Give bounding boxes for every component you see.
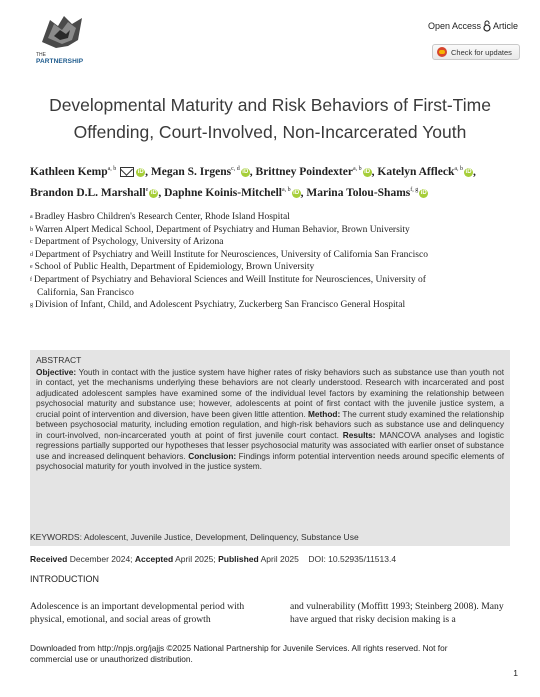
body-column-left: Adolescence is an important developmental period with physical, emotional, and social areas of growth [30, 601, 245, 625]
keywords: KEYWORDS: Adolescent, Juvenile Justice, Development, Delinquency, Substance Use [30, 532, 359, 542]
check-for-updates-label: Check for updates [451, 47, 512, 57]
publication-dates [30, 554, 396, 564]
open-lock-icon [483, 20, 491, 32]
affiliation-sup: c [30, 239, 33, 246]
accepted-date: April 2025; [173, 554, 219, 564]
affiliation-sup: e [30, 264, 33, 271]
orcid-icon[interactable]: iD [242, 168, 249, 175]
affiliation-text: School of Public Health, Department of Epidemiology, Brown University [34, 262, 315, 273]
published-date: April 2025 [258, 554, 299, 564]
open-access-text: Open Access [427, 21, 481, 31]
author-affil-sup: a, b [352, 166, 362, 172]
author-name[interactable]: Katelyn Affleck [377, 165, 455, 178]
introduction-heading: INTRODUCTION [30, 574, 99, 584]
author-name[interactable]: Daphne Koinis-Mitchell [164, 186, 282, 199]
doi-link[interactable]: DOI: 10.52935/11513.4 [308, 554, 397, 564]
abstract-text [36, 367, 504, 472]
affiliation-item [30, 249, 520, 262]
affiliation-item [30, 224, 520, 237]
affiliation-text: California, San Francisco [37, 287, 134, 298]
affiliation-text: Bradley Hasbro Children's Research Center, Rhode Island Hospital [34, 212, 290, 222]
affiliation-item [30, 211, 520, 224]
conclusion-label: Conclusion: [188, 450, 237, 461]
published-label: Published [218, 554, 259, 564]
author-affil-sup: a, b [281, 186, 291, 193]
article-title: Developmental Maturity and Risk Behaviors of First-Time Offending, Court-Involved, Non-Incarcerated Youth [49, 95, 491, 142]
affiliation-text: Department of Psychology, University of Arizona [34, 237, 224, 248]
method-label: Method: [307, 408, 341, 419]
author-list: Kathleen Kemp$^{a, b}$ iD , Megan S. Irgens$^{c, d}$ iD , Brittney Poindexter$^{a, b}$ iD , Katelyn Affleck$^{a, b}$ iD , Brandon D.L. Marshall$^e$ iD , Daphne Koinis-Mitchell$^{a, b}$ iD , Marina Tolou-Shams$^{f, g}$ iD [30, 165, 476, 199]
orcid-icon[interactable]: iD [137, 168, 144, 175]
affiliation-item [30, 299, 520, 312]
method-text: The current study examined the relationship between psychosocial maturity, including emotion regulation, and high-risk behaviors such as substance use and delinquency in court-involved, non-incarcerated youth at point of first juvenile court contact. [36, 408, 504, 440]
affiliation-item [30, 261, 520, 274]
author-affil-sup: a, b [107, 166, 117, 172]
affiliation-sup: g [30, 302, 33, 309]
page-number: 1 [513, 668, 518, 678]
orcid-icon[interactable]: iD [150, 189, 157, 196]
orcid-icon[interactable]: iD [293, 189, 300, 196]
orcid-icon[interactable]: iD [465, 168, 472, 175]
article-label: Article [492, 21, 518, 31]
author-affil-sup: f, g [410, 186, 419, 193]
orcid-icon[interactable]: iD [364, 168, 371, 175]
open-access-label [428, 20, 518, 32]
author-name[interactable]: Megan S. Irgens [150, 165, 232, 178]
hands-logo-icon [38, 12, 86, 52]
logo-small-text: THE [36, 52, 46, 58]
body-column-right: and vulnerability (Moffitt 1993; Steinberg 2008). Many have argued that risky decision making is a [290, 601, 504, 625]
conclusion-text: Findings inform potential intervention needs around specific elements of psychosocial maturity for youth involved in the justice system. [36, 450, 504, 471]
author-affil-sup: a, b [454, 166, 464, 172]
affiliation-sup: b [30, 226, 33, 233]
accepted-label: Accepted [134, 554, 174, 564]
footer-line: Downloaded from http://npjs.org/jajjs ©2025 National Partnership for Juvenile Services. All rights reserved. Not for [30, 643, 448, 653]
author-name[interactable]: Brandon D.L. Marshall [30, 186, 146, 199]
objective-text: Youth in contact with the justice system have higher rates of risky behaviors such as substance use than youth not in contact, yet the mechanisms underlying these behaviors are not clearly understood. Research with incarcerated and post adjudicated adolescent samples have examined some of the individual level factors by examining the relationship between psychosocial maturity and substance use; however, adolescents at point of first contact with the juvenile justice system, a crucial point of intervention and diversion, have been given little attention. [36, 366, 504, 419]
logo-name: PARTNERSHIP [36, 58, 84, 65]
affiliation-sup: f [30, 276, 32, 283]
affiliation-text: Warren Alpert Medical School, Department of Psychiatry and Human Behavior, Brown University [35, 224, 410, 235]
affiliation-sup: d [30, 251, 33, 258]
received-label: Received [30, 554, 68, 564]
affiliation-sup: a [30, 214, 33, 220]
abstract-heading: ABSTRACT [36, 355, 82, 365]
affiliation-text: Department of Psychiatry and Weill Institute for Neurosciences, University of California San Francisco [35, 249, 428, 260]
affiliation-text: Division of Infant, Child, and Adolescent Psychiatry, Zuckerberg San Francisco General Hospital [35, 300, 406, 311]
email-icon[interactable] [120, 167, 134, 177]
received-date: December 2024; [67, 554, 135, 564]
affiliation-item [30, 274, 520, 287]
check-for-updates-button[interactable] [432, 44, 520, 60]
objective-label: Objective: [36, 366, 77, 377]
footer-notice [30, 643, 510, 665]
author-affil-sup: c, d [231, 166, 240, 172]
author-affil-sup: e [145, 186, 149, 193]
author-name[interactable]: Brittney Poindexter [255, 165, 353, 178]
footer-line: commercial use or unauthorized distribution. [30, 654, 193, 664]
author-name[interactable]: Kathleen Kemp [30, 165, 108, 178]
affiliation-item [30, 236, 520, 249]
affiliation-item [30, 287, 520, 300]
crossmark-icon [437, 47, 447, 57]
affiliation-list [30, 211, 520, 312]
orcid-icon[interactable]: iD [420, 189, 427, 196]
abstract-box [30, 350, 510, 546]
journal-logo [30, 12, 94, 72]
results-text: MANCOVA analyses and logistic regressions partially supported our hypotheses that lesser psychosocial maturity was associated with earlier onset of substance use and increased delinquent behaviors. [36, 429, 504, 461]
author-name[interactable]: Marina Tolou-Shams [306, 186, 411, 199]
affiliation-text: Department of Psychiatry and Behavioral Sciences and Weill Institute for Neurosciences, University of [34, 274, 426, 285]
results-label: Results: [342, 429, 376, 440]
